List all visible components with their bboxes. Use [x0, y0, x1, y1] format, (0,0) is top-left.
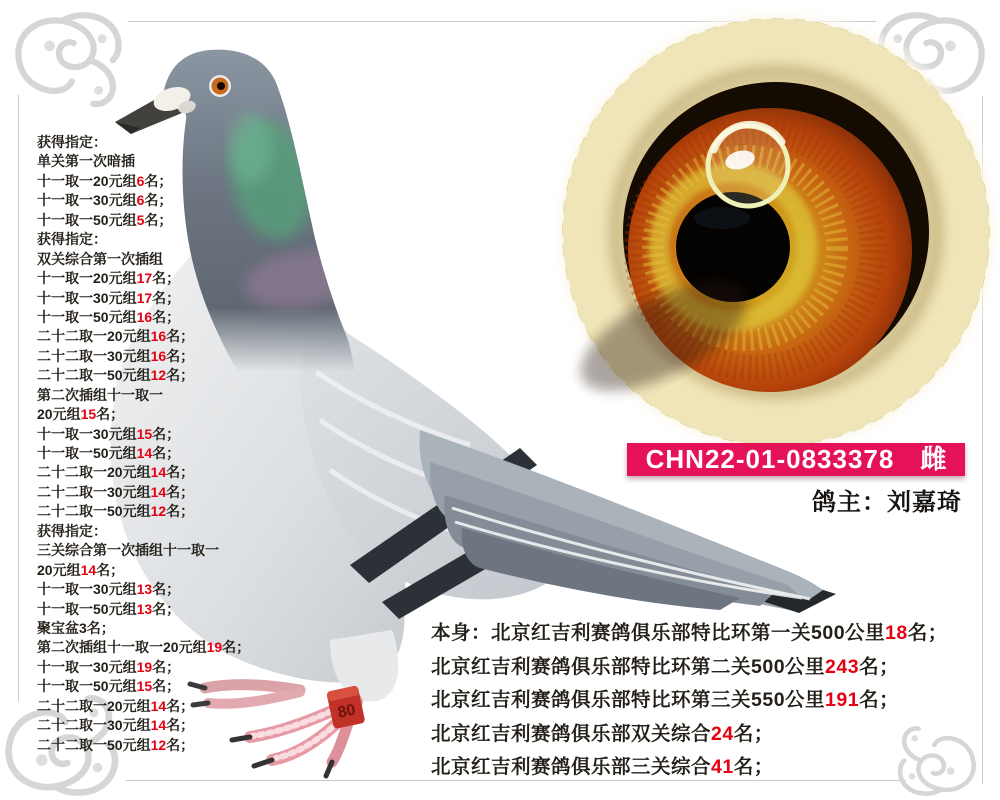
- achievement-text-segment: 名；: [859, 655, 900, 678]
- achievement-line: [37, 269, 287, 288]
- achievement-text-segment: 名；: [166, 483, 195, 500]
- achievement-text-segment: 14: [136, 445, 153, 461]
- achievement-line: [37, 308, 287, 327]
- achievement-text-segment: 19: [136, 658, 153, 675]
- achievement-text-segment: 15: [136, 678, 153, 695]
- achievement-text-segment: 14: [150, 483, 167, 500]
- achievement-text-segment: 十一取一30元组: [37, 658, 137, 675]
- achievement-line: [37, 541, 287, 560]
- achievement-text-segment: 名；: [144, 172, 173, 189]
- achievement-text-segment: 14: [150, 717, 167, 734]
- achievement-text-segment: 名；: [152, 658, 181, 675]
- achievement-line: [37, 697, 287, 716]
- achievement-line: [37, 444, 287, 463]
- achievement-line: [431, 651, 971, 685]
- achievement-text-segment: 十一取一50元组: [37, 678, 137, 695]
- achievement-text-segment: 名；: [152, 445, 181, 461]
- achievement-text-segment: 十一取一50元组: [37, 445, 137, 461]
- achievement-text-segment: 双关综合第一次插组: [37, 250, 163, 267]
- achievement-text-segment: 243: [825, 655, 860, 678]
- achievement-text-segment: 名；: [152, 678, 181, 695]
- achievement-text-segment: 20元组: [37, 561, 81, 578]
- achievement-text-segment: 获得指定：: [37, 231, 107, 248]
- achievement-text-segment: 12: [150, 503, 167, 520]
- achievement-text-segment: 二十二取一50元组: [37, 503, 151, 520]
- achievement-text-segment: 名；: [144, 192, 173, 209]
- achievement-text-segment: 名；: [152, 581, 181, 598]
- achievement-text-segment: 二十二取一20元组: [37, 464, 151, 481]
- achievement-text-segment: 名；: [96, 406, 125, 423]
- achievement-line: [37, 716, 287, 735]
- achievement-text-segment: 十一取一30元组: [37, 289, 137, 306]
- achievement-line: [37, 152, 287, 171]
- achievement-text-segment: 191: [825, 689, 860, 712]
- achievement-line: [431, 617, 971, 651]
- achievement-text-segment: 6: [136, 192, 145, 209]
- achievement-line: [37, 327, 287, 346]
- achievement-text-segment: 二十二取一50元组: [37, 367, 151, 384]
- achievement-text-segment: 20元组: [37, 406, 81, 423]
- achievement-text-segment: 名；: [907, 622, 948, 644]
- achievement-text-segment: 17: [136, 270, 153, 287]
- achievement-line: [37, 133, 287, 152]
- achievement-text-segment: 第二次插组十一取一20元组: [37, 639, 207, 656]
- achievement-text-segment: 18: [885, 622, 908, 644]
- achievement-line: [37, 619, 287, 638]
- achievement-text-segment: 十一取一20元组: [37, 270, 137, 287]
- left-achievements-list: [37, 133, 287, 755]
- achievement-text-segment: 名；: [166, 697, 195, 714]
- achievement-text-segment: 三关综合第一次插组十一取一: [37, 542, 219, 559]
- achievement-text-segment: 名；: [166, 717, 195, 734]
- achievement-line: [37, 191, 287, 210]
- achievement-text-segment: 二十二取一30元组: [37, 347, 151, 364]
- achievement-line: [37, 677, 287, 696]
- achievement-text-segment: 北京红吉利赛鸽俱乐部特比环第三关550公里: [431, 689, 826, 712]
- achievement-text-segment: 17: [136, 289, 153, 306]
- achievement-text-segment: 十一取一30元组: [37, 581, 137, 598]
- achievement-line: [37, 425, 287, 444]
- achievement-text-segment: 名；: [733, 722, 774, 745]
- achievement-text-segment: 二十二取一50元组: [37, 736, 151, 753]
- achievement-line: [37, 347, 287, 366]
- achievement-text-segment: 名；: [222, 639, 251, 656]
- owner-label: 鸽主：刘嘉琦: [812, 489, 962, 516]
- achievement-text-segment: 十一取一30元组: [37, 425, 137, 442]
- achievement-line: [431, 751, 971, 785]
- achievement-text-segment: 16: [150, 347, 167, 364]
- achievement-text-segment: 二十二取一30元组: [37, 483, 151, 500]
- achievement-text-segment: 13: [136, 600, 153, 617]
- frame-line-left: [18, 95, 19, 701]
- achievement-text-segment: 名；: [859, 689, 900, 712]
- achievement-line: [37, 405, 287, 424]
- sex-label: 雌: [920, 444, 947, 474]
- achievement-line: [37, 658, 287, 677]
- achievement-line: [37, 211, 287, 230]
- achievement-text-segment: 24: [711, 722, 734, 745]
- achievement-line: [37, 230, 287, 249]
- achievement-text-segment: 北京红吉利赛鸽俱乐部三关综合: [431, 756, 712, 779]
- achievement-text-segment: 单关第一次暗插: [37, 153, 135, 170]
- ring-number: CHN22-01-0833378: [645, 444, 895, 474]
- achievement-text-segment: 十一取一20元组: [37, 172, 137, 189]
- achievement-text-segment: 名；: [152, 308, 181, 325]
- achievement-text-segment: 6: [136, 172, 145, 189]
- achievement-line: [37, 502, 287, 521]
- achievement-line: [431, 684, 971, 718]
- achievement-text-segment: 名；: [166, 736, 195, 753]
- achievement-text-segment: 名；: [152, 600, 181, 617]
- achievement-line: [37, 736, 287, 755]
- achievement-text-segment: 41: [711, 756, 734, 779]
- achievement-text-segment: 16: [136, 308, 153, 325]
- achievement-text-segment: 二十二取一30元组: [37, 717, 151, 734]
- achievement-line: [37, 366, 287, 385]
- achievement-text-segment: 名；: [166, 367, 195, 384]
- achievement-text-segment: 获得指定：: [37, 522, 107, 539]
- achievement-text-segment: 16: [150, 328, 167, 345]
- achievement-text-segment: 名；: [96, 561, 125, 578]
- achievement-line: [37, 483, 287, 502]
- achievement-text-segment: 聚宝盆3名；: [37, 619, 115, 636]
- achievement-text-segment: 第二次插组十一取一: [37, 386, 163, 403]
- achievement-text-segment: 14: [150, 697, 167, 714]
- achievement-text-segment: 名；: [152, 425, 181, 442]
- achievement-line: [37, 580, 287, 599]
- achievement-text-segment: 15: [136, 425, 153, 442]
- main-achievements-list: [431, 617, 971, 785]
- achievement-text-segment: 名；: [144, 211, 173, 228]
- achievement-line: [37, 463, 287, 482]
- achievement-text-segment: 十一取一50元组: [37, 600, 137, 617]
- achievement-line: [37, 250, 287, 269]
- achievement-text-segment: 14: [80, 561, 97, 578]
- achievement-text-segment: 本身：北京红吉利赛鸽俱乐部特比环第一关500公里: [431, 622, 886, 644]
- achievement-line: [37, 522, 287, 541]
- achievement-text-segment: 北京红吉利赛鸽俱乐部双关综合: [431, 722, 712, 745]
- achievement-text-segment: 12: [150, 367, 167, 384]
- achievement-text-segment: 获得指定：: [37, 134, 107, 150]
- achievement-line: [431, 718, 971, 752]
- achievement-text-segment: 15: [80, 406, 97, 423]
- achievement-text-segment: 二十二取一20元组: [37, 328, 151, 345]
- achievement-text-segment: 名；: [152, 270, 181, 287]
- achievement-text-segment: 12: [150, 736, 167, 753]
- achievement-line: [37, 172, 287, 191]
- achievement-text-segment: 二十二取一20元组: [37, 697, 151, 714]
- svg-text:80: 80: [336, 701, 358, 722]
- achievement-line: [37, 289, 287, 308]
- achievement-text-segment: 名；: [166, 347, 195, 364]
- achievement-line: [37, 638, 287, 657]
- achievement-line: [37, 600, 287, 619]
- achievement-text-segment: 北京红吉利赛鸽俱乐部特比环第二关500公里: [431, 655, 826, 678]
- achievement-text-segment: 十一取一30元组: [37, 192, 137, 209]
- achievement-text-segment: 名；: [166, 503, 195, 520]
- achievement-text-segment: 名；: [166, 464, 195, 481]
- achievement-text-segment: 14: [150, 464, 167, 481]
- achievement-text-segment: 13: [136, 581, 153, 598]
- achievement-text-segment: 5: [136, 211, 145, 228]
- achievement-text-segment: 十一取一50元组: [37, 211, 137, 228]
- achievement-text-segment: 名；: [733, 756, 774, 779]
- achievement-text-segment: 名；: [152, 289, 181, 306]
- ring-number-banner: [627, 443, 965, 476]
- achievement-text-segment: 19: [206, 639, 223, 656]
- achievement-text-segment: 十一取一50元组: [37, 308, 137, 325]
- achievement-line: [37, 386, 287, 405]
- achievement-text-segment: 名；: [166, 328, 195, 345]
- achievement-line: [37, 561, 287, 580]
